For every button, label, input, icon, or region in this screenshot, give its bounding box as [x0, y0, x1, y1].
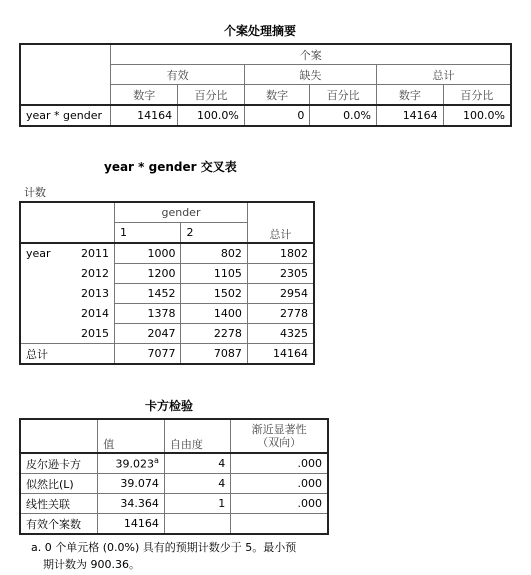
year-label: 2015 — [67, 324, 115, 344]
col-sig — [231, 419, 328, 453]
cell-value: 14164 — [111, 105, 178, 126]
cell-g2: 1400 — [181, 304, 247, 324]
col-group-valid: 有效 — [111, 65, 244, 85]
cell-g1: 2047 — [115, 324, 181, 344]
subcol-pct: 百分比 — [443, 85, 511, 106]
cell-g2: 1105 — [181, 264, 247, 284]
chisq-row-label: 皮尔逊卡方 — [20, 453, 98, 474]
cell-value: 100.0% — [443, 105, 511, 126]
chisq-sig: .000 — [231, 494, 328, 514]
cell-total: 2305 — [247, 264, 314, 284]
chisq-sig: .000 — [231, 474, 328, 494]
case-group-header: 个案 — [111, 44, 511, 65]
year-label: 2011 — [67, 243, 115, 264]
row-var-label: year — [20, 243, 67, 344]
chisq-row-label: 线性关联 — [20, 494, 98, 514]
chisq-df: 1 — [164, 494, 230, 514]
col-value: 值 — [98, 419, 165, 453]
total-header: 总计 — [247, 202, 314, 243]
cell-total: 2778 — [247, 304, 314, 324]
cell-g1: 1200 — [115, 264, 181, 284]
case-summary-corner — [20, 44, 111, 105]
chisq-corner — [20, 419, 98, 453]
footnote-line-1: a. 0 个单元格 (0.0%) 具有的预期计数少于 5。最小预 — [31, 541, 297, 554]
chisq-sig: .000 — [231, 453, 328, 474]
cell-value: 0 — [244, 105, 309, 126]
gender-value-2: 2 — [181, 223, 247, 244]
col-df: 自由度 — [164, 419, 230, 453]
cell-g2: 802 — [181, 243, 247, 264]
count-label: 计数 — [24, 186, 46, 199]
col-group-missing: 缺失 — [244, 65, 376, 85]
subcol-n: 数字 — [377, 85, 444, 106]
cell-g1: 1378 — [115, 304, 181, 324]
chisq-row-label: 似然比(L) — [20, 474, 98, 494]
year-label: 2012 — [67, 264, 115, 284]
total-row-label: 总计 — [20, 344, 115, 365]
crosstab-title: year * gender 交叉表 — [104, 160, 237, 174]
col-group-total: 总计 — [377, 65, 511, 85]
chisq-value — [98, 453, 165, 474]
cell-value: 14164 — [377, 105, 444, 126]
cell-g1: 1000 — [115, 243, 181, 264]
cell-g1: 1452 — [115, 284, 181, 304]
chisq-value: 34.364 — [98, 494, 165, 514]
chisq-title: 卡方检验 — [145, 399, 194, 413]
subcol-n: 数字 — [111, 85, 178, 106]
cell-value: 100.0% — [178, 105, 245, 126]
case-summary-title: 个案处理摘要 — [224, 24, 297, 38]
chisq-df: 4 — [164, 453, 230, 474]
cell-total: 4325 — [247, 324, 314, 344]
chisq-value: 14164 — [98, 514, 165, 535]
cell-g2: 2278 — [181, 324, 247, 344]
total-all: 14164 — [247, 344, 314, 365]
chisq-table — [19, 418, 329, 535]
crosstab-table — [19, 201, 315, 365]
chisq-sig — [231, 514, 328, 535]
cell-value: 0.0% — [310, 105, 377, 126]
chisq-footnote — [31, 539, 296, 573]
case-summary-table — [19, 43, 512, 127]
year-label: 2013 — [67, 284, 115, 304]
gender-header: gender — [115, 202, 248, 223]
chisq-df — [164, 514, 230, 535]
year-label: 2014 — [67, 304, 115, 324]
chisq-row-label: 有效个案数 — [20, 514, 98, 535]
total-g2: 7087 — [181, 344, 247, 365]
gender-value-1: 1 — [115, 223, 181, 244]
subcol-n: 数字 — [244, 85, 309, 106]
row-label: year * gender — [20, 105, 111, 126]
cell-total: 1802 — [247, 243, 314, 264]
chisq-df: 4 — [164, 474, 230, 494]
crosstab-corner — [20, 202, 115, 243]
footnote-marker: a — [153, 456, 159, 466]
total-g1: 7077 — [115, 344, 181, 365]
chisq-value: 39.074 — [98, 474, 165, 494]
footnote-line-2: 期计数为 900.36。 — [43, 558, 140, 571]
col-sig-line1: 渐近显著性 — [251, 423, 307, 436]
subcol-pct: 百分比 — [178, 85, 245, 106]
subcol-pct: 百分比 — [310, 85, 377, 106]
cell-total: 2954 — [247, 284, 314, 304]
chisq-value-text: 39.023 — [115, 457, 154, 471]
cell-g2: 1502 — [181, 284, 247, 304]
col-sig-line2: （双向） — [257, 436, 302, 449]
